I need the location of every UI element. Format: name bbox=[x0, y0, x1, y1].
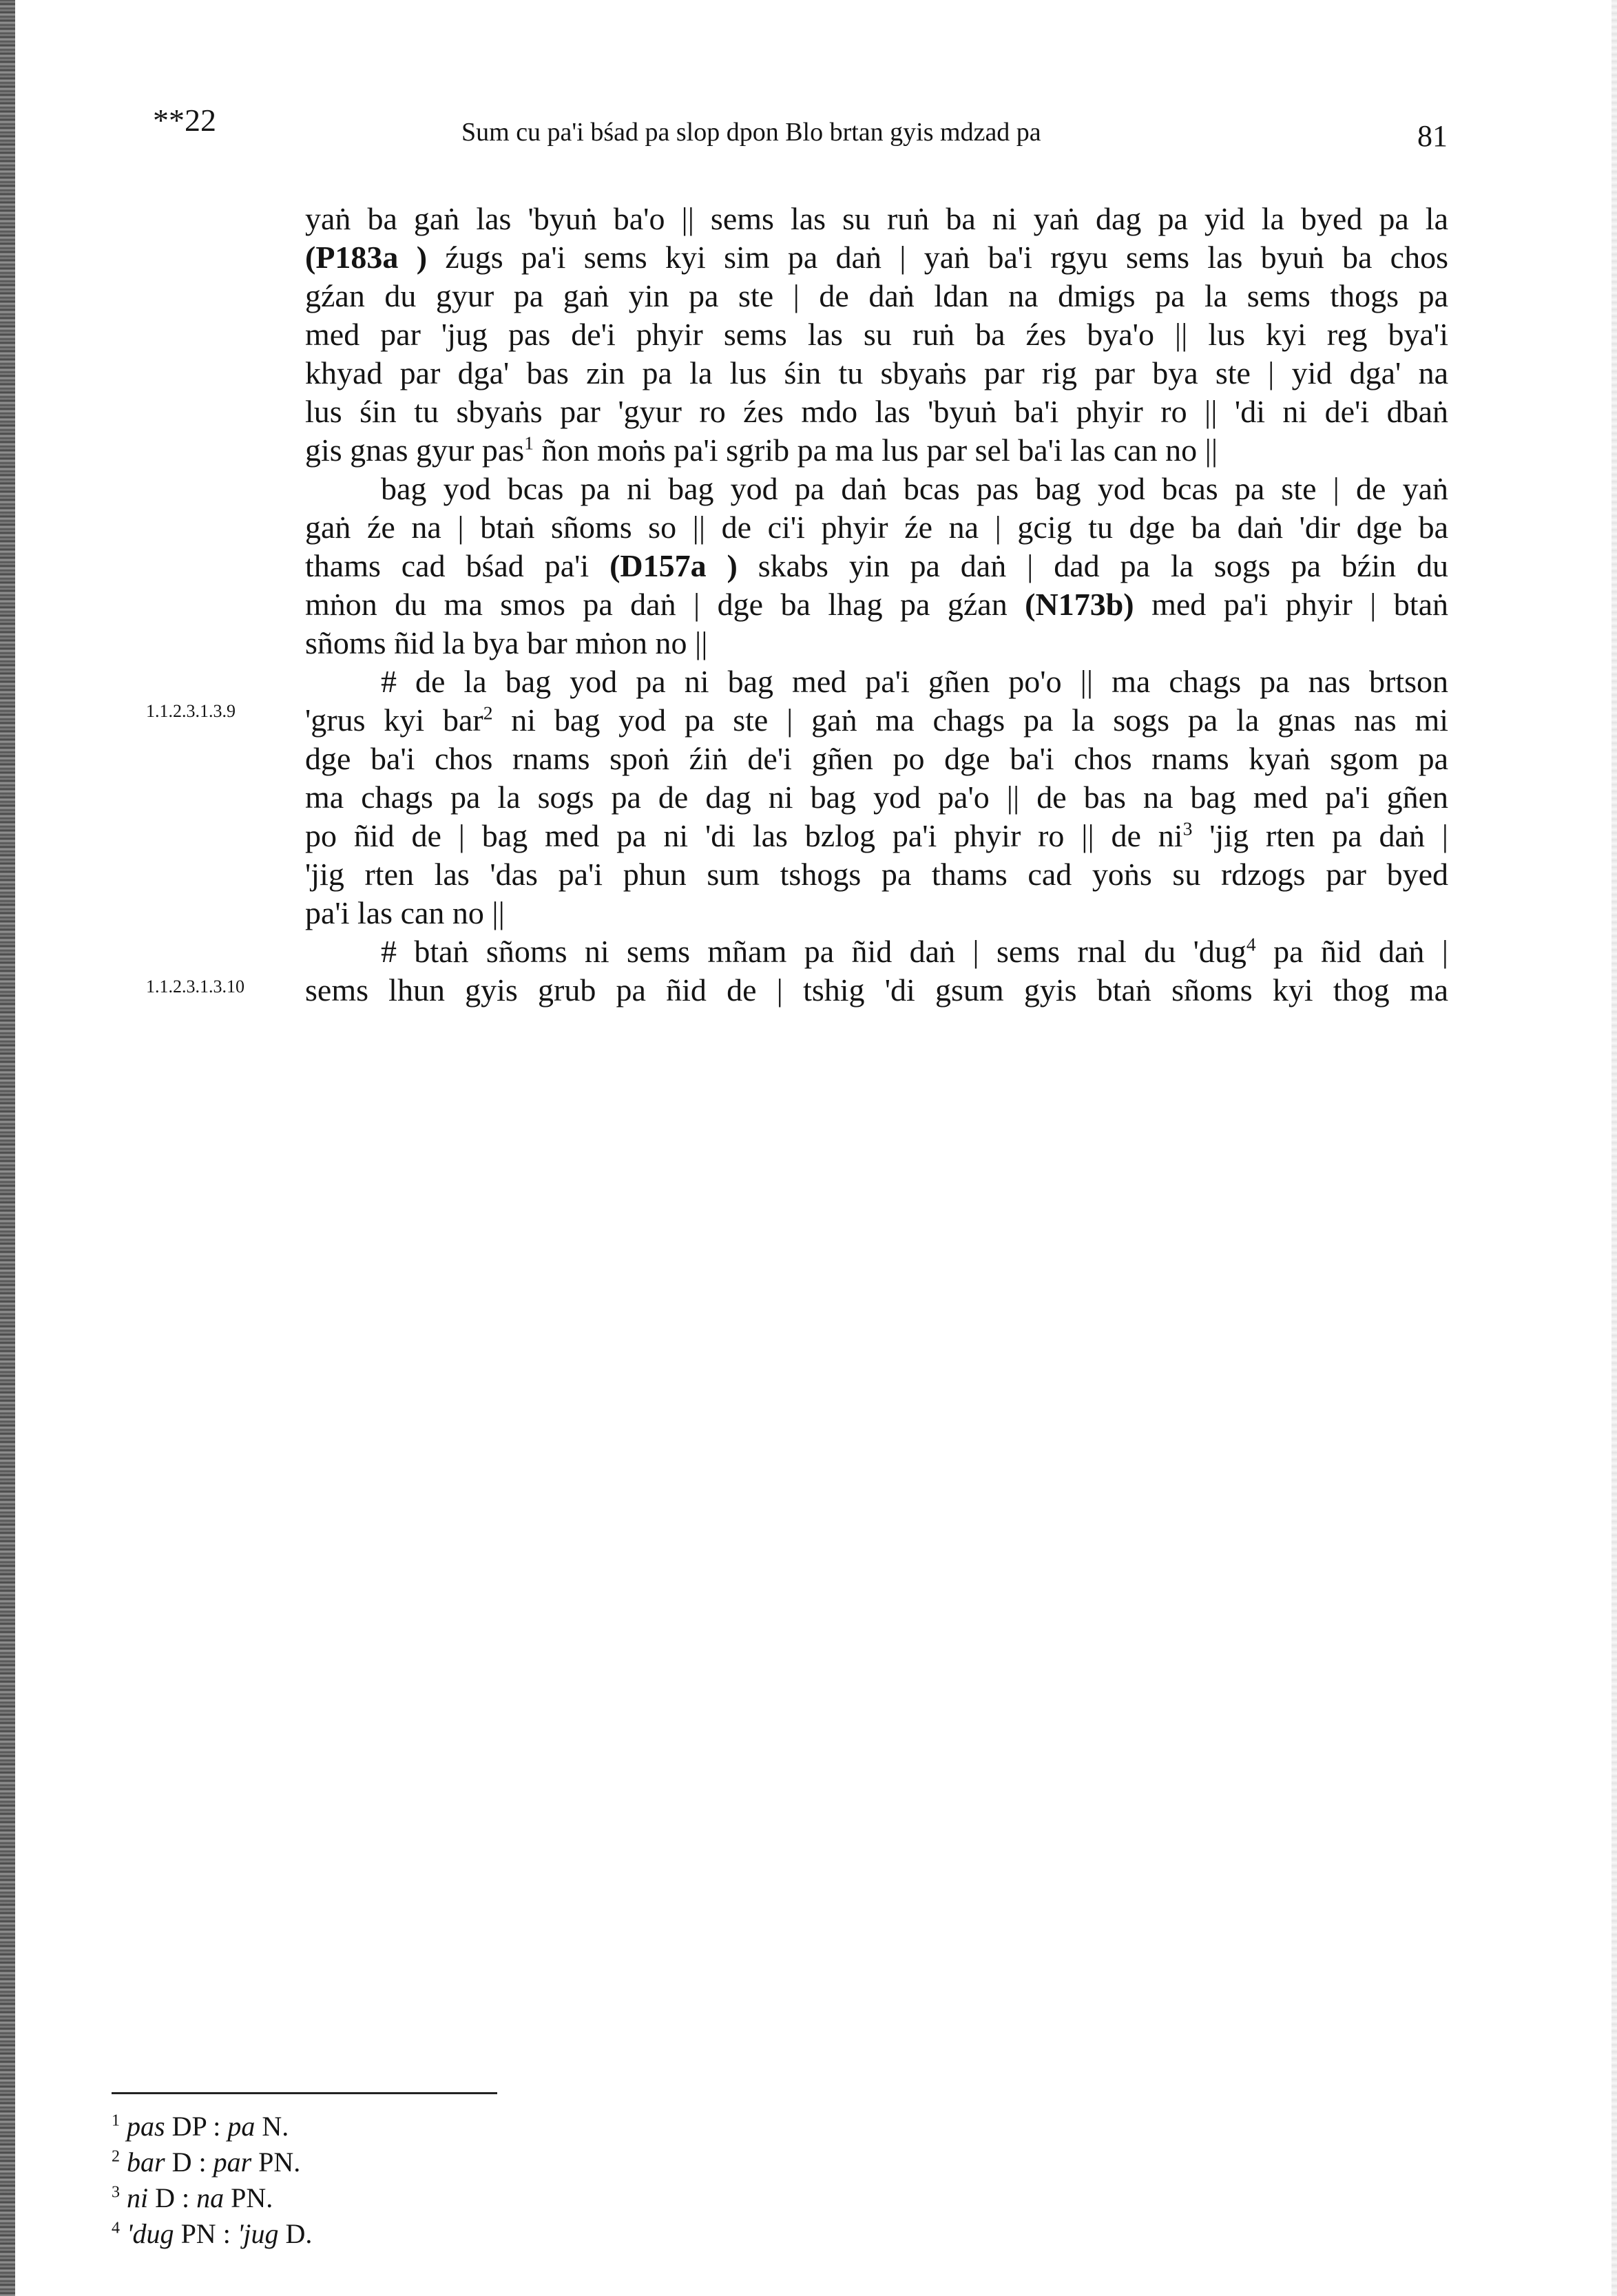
text-line: mṅon du ma smos pa daṅ | dge ba lhag pa gźan (N173b) med pa'i phyir | btaṅ bbox=[305, 587, 1448, 622]
footnote: $^4$ 'dug PN : 'jug D. bbox=[112, 2218, 313, 2249]
text-line: 'grus kyi bar$^2$ ni bag yod pa ste | gaṅ ma chags pa la sogs pa la gnas nas mi bbox=[305, 702, 1448, 738]
text-line: # de la bag yod pa ni bag med pa'i gñen po'o || ma chags pa nas brtson bbox=[381, 664, 1448, 699]
text-line: gis gnas gyur pas$^1$ ñon moṅs pa'i sgrib pa ma lus par sel ba'i las can no || bbox=[305, 432, 1218, 468]
section-label-9: 1.1.2.3.1.3.9 bbox=[146, 701, 236, 721]
page-number: 81 bbox=[1417, 119, 1448, 153]
main-text bbox=[305, 200, 1448, 1010]
text-line: gźan du gyur pa gaṅ yin pa ste | de daṅ ldan na dmigs pa la sems thogs pa bbox=[305, 278, 1448, 313]
text-line: po ñid de | bag med pa ni 'di las bzlog pa'i phyir ro || de $ni^3$ 'jig rten pa daṅ | bbox=[305, 817, 1448, 853]
folio-ref: (D157a ) bbox=[609, 548, 738, 583]
text-line: sems lhun gyis grub pa ñid de | tshig 'di gsum gyis btaṅ sñoms kyi thog ma bbox=[305, 972, 1448, 1008]
text-line: lus śin tu sbyaṅs par 'gyur ro źes mdo las 'byuṅ ba'i phyir ro || 'di ni de'i dbaṅ bbox=[305, 394, 1448, 429]
scan-edge-right bbox=[1611, 0, 1617, 2296]
text-line: yaṅ ba gaṅ las 'byuṅ ba'o || sems las su ruṅ ba ni yaṅ dag pa yid la byed pa la bbox=[305, 201, 1448, 236]
footnote-ref: 2 bbox=[483, 702, 493, 724]
footnote-ref: 4 bbox=[1246, 933, 1256, 955]
text-line: (P183a ) źugs pa'i sems kyi sim pa daṅ | yaṅ ba'i rgyu sems las byuṅ ba chos bbox=[305, 240, 1448, 275]
footnote-ref: 1 bbox=[524, 432, 534, 454]
text-line: ma chags pa la sogs pa de dag ni bag yod pa'o || de bas na bag med pa'i gñen bbox=[305, 780, 1448, 815]
footnotes bbox=[112, 2109, 312, 2252]
text-line: khyad par dga' bas zin pa la lus śin tu sbyaṅs par rig par bya ste | yid dga' na bbox=[305, 355, 1448, 390]
text-line: pa'i las can no || bbox=[305, 895, 505, 930]
section-label-10: 1.1.2.3.1.3.10 bbox=[146, 977, 244, 996]
text-line: dge ba'i chos rnams spoṅ źiṅ de'i gñen po dge ba'i chos rnams kyaṅ sgom pa bbox=[305, 741, 1448, 776]
text-line: # btaṅ sñoms ni sems mñam pa ñid daṅ | sems rnal du 'dug$^4$ pa ñid daṅ | bbox=[381, 933, 1448, 969]
text-line: sñoms ñid la bya bar mṅon no || bbox=[305, 625, 708, 660]
running-title: Sum cu pa'i bśad pa slop dpon Blo brtan gyis mdzad pa bbox=[461, 118, 1041, 147]
footnote-ref: 3 bbox=[1182, 817, 1193, 839]
text-line: gaṅ źe na | btaṅ sñoms so || de ci'i phyir źe na | gcig tu dge ba daṅ 'dir dge ba bbox=[305, 510, 1448, 545]
footnote: $^2$ bar D : par PN. bbox=[112, 2147, 301, 2178]
folio-ref: (P183a ) bbox=[305, 240, 446, 275]
text-line: med par 'jug pas de'i phyir sems las su ruṅ ba źes bya'o || lus kyi reg bya'i bbox=[305, 317, 1448, 352]
text-line: thams cad bśad pa'i (D157a ) skabs yin pa daṅ | dad pa la sogs pa bźin du bbox=[305, 548, 1448, 583]
footnote: $^3$ ni D : na PN. bbox=[112, 2182, 273, 2213]
folio-ref: (N173b) bbox=[1025, 587, 1134, 622]
text-line: 'jig rten las 'das pa'i phun sum tshogs pa thams cad yoṅs su rdzogs par byed bbox=[305, 857, 1448, 892]
text-line: bag yod bcas pa ni bag yod pa daṅ bcas pas bag yod bcas pa ste | de yaṅ bbox=[381, 471, 1448, 506]
footnote-rule bbox=[112, 2092, 497, 2094]
chapter-mark: **22 bbox=[153, 103, 216, 138]
footnote: $^1$ pas DP : pa N. bbox=[112, 2111, 289, 2142]
scan-edge-shadow bbox=[0, 0, 15, 2296]
